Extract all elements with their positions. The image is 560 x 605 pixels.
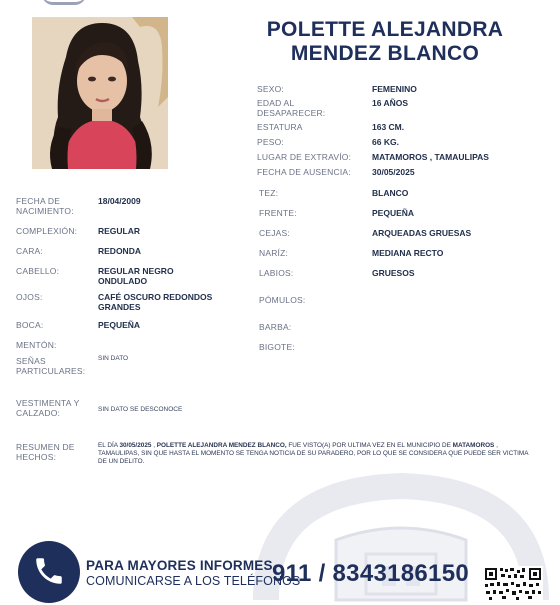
summary-name: POLETTE ALEJANDRA MENDEZ BLANCO,: [156, 442, 287, 449]
value-peso: 66 KG.: [372, 137, 399, 147]
value-sexo: FEMENINO: [372, 84, 417, 94]
person-photo: [32, 17, 168, 169]
label-vestimenta: VESTIMENTA Y CALZADO:: [16, 398, 80, 418]
summary-part-4: , TAMAULIPAS, SIN QUE HASTA EL MOMENTO SE TENGA NOTICIA DE SU PARADERO, POR LO QUE SE CONSIDERA QUE PUEDE SER VICTIMA DE UN DELITO.: [98, 442, 529, 465]
label-menton: MENTÓN:: [16, 340, 57, 350]
label-cara: CARA:: [16, 246, 43, 256]
value-cejas: ARQUEADAS GRUESAS: [372, 228, 472, 238]
value-boca: PEQUEÑA: [98, 320, 141, 330]
value-ojos: CAFÉ OSCURO REDONDOS GRANDES: [98, 292, 213, 312]
label-peso: PESO:: [257, 137, 284, 147]
logo-emblem: [42, 0, 86, 5]
contact-heading: PARA MAYORES INFORMES,: [86, 558, 277, 573]
label-cabello: CABELLO:: [16, 266, 60, 276]
value-senas: SIN DATO: [98, 355, 129, 362]
value-fecha-ausencia: 30/05/2025: [372, 167, 415, 177]
value-tez: BLANCO: [372, 188, 409, 198]
value-complexion: REGULAR: [98, 226, 141, 236]
contact-phone-numbers: 911 / 8343186150: [272, 560, 469, 587]
summary-part-3: FUE VISTO(A) POR ULTIMA VEZ EN EL MUNICIPIO DE: [286, 442, 453, 449]
person-name: [230, 18, 540, 66]
label-frente: FRENTE:: [259, 208, 297, 218]
value-estatura: 163 CM.: [372, 122, 405, 132]
summary-place: MATAMOROS: [452, 442, 495, 449]
label-ojos: OJOS:: [16, 292, 43, 302]
value-fecha-nacimiento: 18/04/2009: [98, 196, 141, 206]
label-resumen: RESUMEN DE HECHOS:: [16, 442, 75, 462]
label-estatura: ESTATURA: [257, 122, 303, 132]
label-bigote: BIGOTE:: [259, 342, 295, 352]
label-edad: EDAD AL DESAPARECER:: [257, 98, 326, 118]
label-barba: BARBA:: [259, 322, 292, 332]
value-vestimenta: SIN DATO SE DESCONOCE: [98, 406, 183, 413]
label-fecha-ausencia: FECHA DE AUSENCIA:: [257, 167, 351, 177]
value-edad: 16 AÑOS: [372, 98, 409, 108]
phone-icon: [18, 541, 80, 603]
contact-subheading: COMUNICARSE A LOS TELÉFONOS: [86, 574, 301, 588]
label-fecha-nacimiento: FECHA DE NACIMIENTO:: [16, 196, 74, 216]
label-cejas: CEJAS:: [259, 228, 290, 238]
value-lugar: MATAMOROS , TAMAULIPAS: [372, 152, 489, 162]
label-tez: TEZ:: [259, 188, 279, 198]
contact-footer: [0, 538, 560, 600]
summary-date: 30/05/2025: [119, 442, 152, 449]
person-name-line-2: MENDEZ BLANCO: [290, 42, 480, 65]
summary-part-1: EL DÍA: [98, 442, 120, 449]
value-frente: PEQUEÑA: [372, 208, 415, 218]
institution-name: [110, 0, 169, 1]
label-boca: BOCA:: [16, 320, 44, 330]
person-portrait-image: [32, 17, 168, 169]
summary-part-2: ,: [151, 442, 157, 449]
label-lugar: LUGAR DE EXTRAVÍO:: [257, 152, 352, 162]
summary-text: [98, 442, 538, 466]
label-labios: LABIOS:: [259, 268, 294, 278]
label-nariz: NARÍZ:: [259, 248, 289, 258]
value-cabello: REGULAR NEGRO ONDULADO: [98, 266, 174, 286]
person-name-line-1: POLETTE ALEJANDRA: [266, 18, 504, 41]
value-labios: GRUESOS: [372, 268, 415, 278]
institution-logo: [40, 0, 190, 8]
label-senas: SEÑAS PARTICULARES:: [16, 356, 86, 376]
qr-code-icon[interactable]: [483, 566, 543, 600]
label-pomulos: PÓMULOS:: [259, 295, 306, 305]
label-sexo: SEXO:: [257, 84, 284, 94]
value-nariz: MEDIANA RECTO: [372, 248, 444, 258]
value-cara: REDONDA: [98, 246, 141, 256]
label-complexion: COMPLEXIÓN:: [16, 226, 78, 236]
